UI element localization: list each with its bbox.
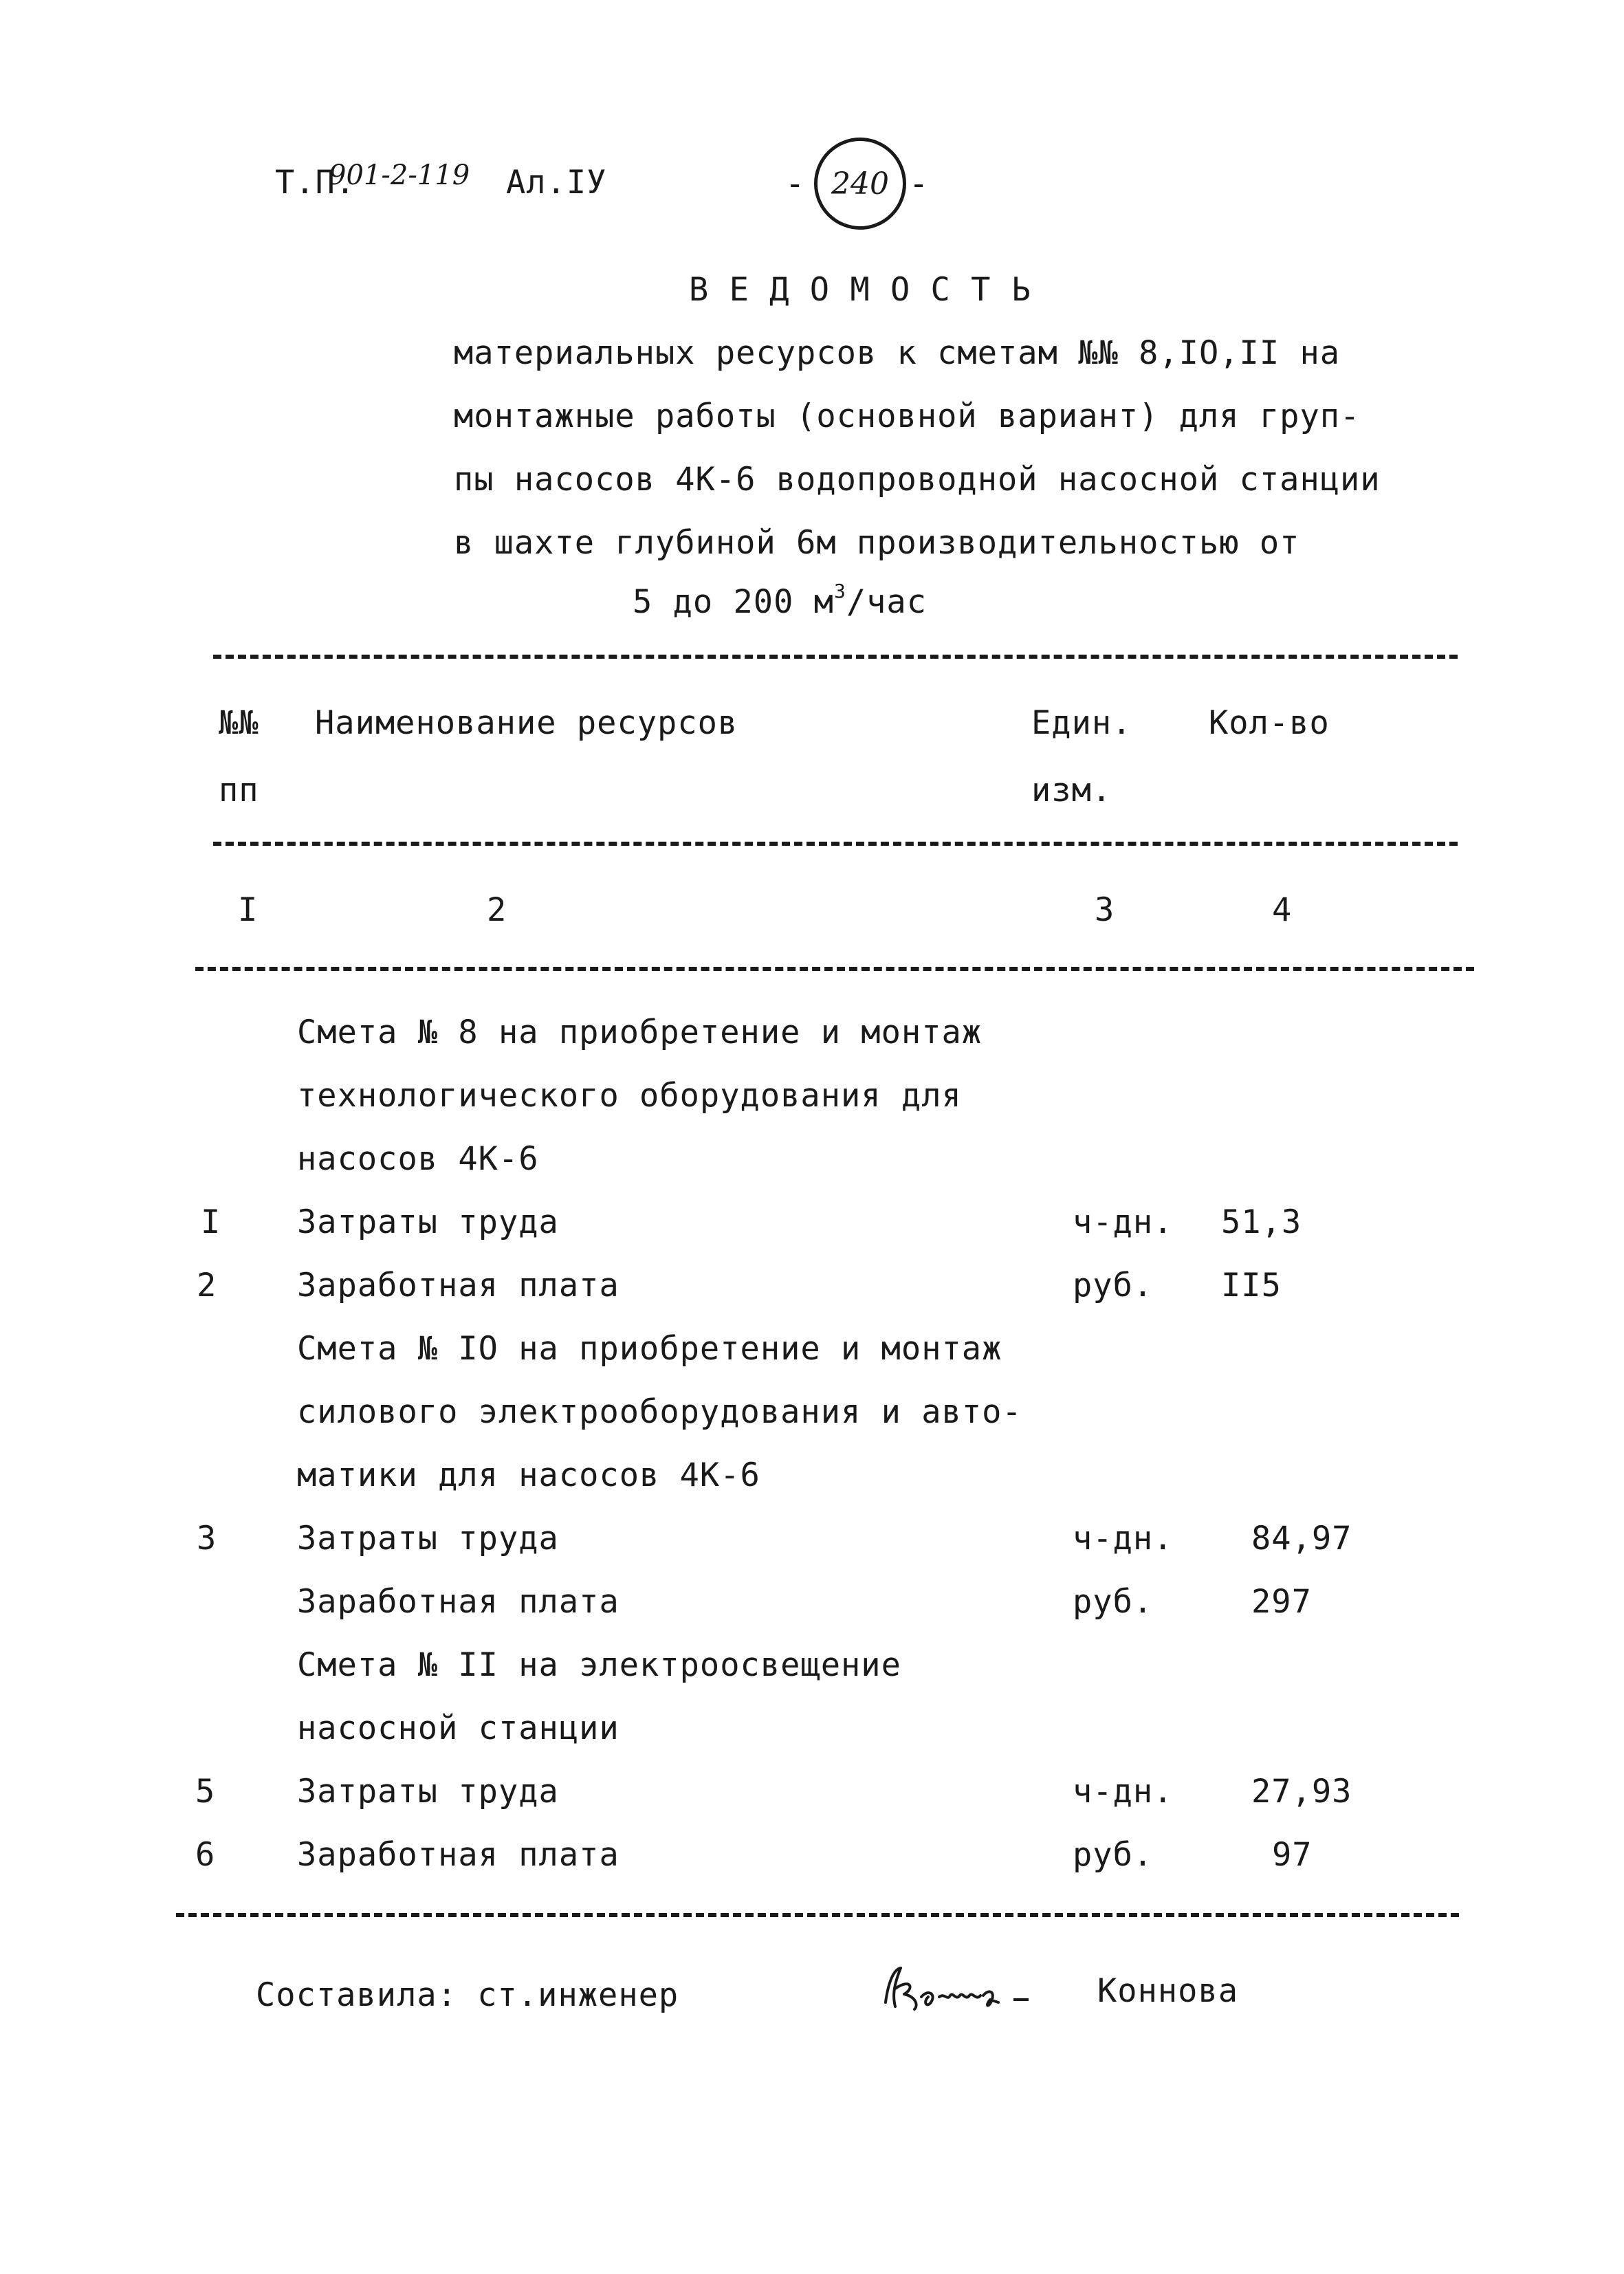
section-1-title-2: технологического оборудования для [297, 1077, 962, 1115]
page-number: 240 [814, 138, 906, 230]
row-3-num: 3 [197, 1520, 217, 1557]
title-line-5: 5 до 200 $м^3$/час [633, 580, 928, 621]
row-5-name: Затраты труда [297, 1773, 559, 1811]
signature-scribble [873, 1961, 1059, 2016]
row-5-unit: ч-дн. [1073, 1773, 1174, 1811]
col-number-1: I [238, 891, 259, 929]
row-3-unit: ч-дн. [1073, 1520, 1174, 1557]
title-line-1: материальных ресурсов к сметам №№ 8,IО,II на [454, 334, 1341, 372]
page-dash-right: - [909, 165, 930, 203]
col-number-4: 4 [1272, 891, 1293, 929]
header-num-2: пп [219, 772, 259, 809]
header-qty: Кол-во [1209, 704, 1330, 742]
header-unit-2: изм. [1031, 772, 1112, 809]
row-6-num: 6 [195, 1836, 216, 1874]
header-unit: Един. [1031, 704, 1132, 742]
row-4-qty: 297 [1251, 1583, 1312, 1621]
compiler-name: Коннова [1097, 1972, 1239, 2010]
header-rule [213, 842, 1458, 846]
row-1-num: I [201, 1203, 221, 1241]
row-4-unit: руб. [1073, 1583, 1154, 1621]
doc-code-prefix: Т.П. [275, 164, 356, 201]
section-2-title-2: силового электрооборудования и авто- [297, 1393, 1022, 1431]
section-2-title-1: Смета № IО на приобретение и монтаж [297, 1330, 1002, 1368]
header-name: Наименование ресурсов [315, 704, 738, 742]
row-2-unit: руб. [1073, 1267, 1154, 1304]
col-number-3: 3 [1095, 891, 1115, 929]
col-number-rule [195, 967, 1474, 971]
section-1-title-1: Смета № 8 на приобретение и монтаж [297, 1014, 983, 1051]
section-2-title-3: матики для насосов 4К-6 [297, 1456, 760, 1494]
row-5-qty: 27,93 [1251, 1773, 1352, 1811]
doc-code-suffix: Ал.IУ [506, 164, 607, 201]
row-2-num: 2 [197, 1267, 217, 1304]
section-1-title-3: насосов 4К-6 [297, 1140, 539, 1178]
compiled-by: Составила: ст.инженер [256, 1976, 679, 2014]
row-6-name: Заработная плата [297, 1836, 619, 1874]
row-6-unit: руб. [1073, 1836, 1154, 1874]
signature [873, 1961, 1059, 2019]
section-3-title-1: Смета № II на электроосвещение [297, 1646, 901, 1684]
title-line-4: в шахте глубиной 6м производительностью от [454, 524, 1300, 562]
table-bottom-rule [176, 1913, 1459, 1917]
page-dash-left: - [785, 165, 806, 203]
row-1-name: Затраты труда [297, 1203, 559, 1241]
header-num: №№ [219, 704, 259, 742]
row-2-qty: II5 [1221, 1267, 1282, 1304]
title-line-2: монтажные работы (основной вариант) для груп- [454, 397, 1361, 435]
row-3-name: Затраты труда [297, 1520, 559, 1557]
document-title: В Е Д О М О С Т Ь [689, 271, 1032, 309]
row-1-qty: 51,3 [1221, 1203, 1302, 1241]
row-3-qty: 84,97 [1251, 1520, 1352, 1557]
row-4-name: Заработная плата [297, 1583, 619, 1621]
doc-code-handwritten: 901-2-119 [329, 160, 470, 191]
section-3-title-2: насосной станции [297, 1709, 619, 1747]
col-number-2: 2 [487, 891, 507, 929]
row-1-unit: ч-дн. [1073, 1203, 1174, 1241]
row-5-num: 5 [195, 1773, 216, 1811]
table-top-rule [213, 655, 1458, 659]
row-6-qty: 97 [1272, 1836, 1313, 1874]
row-2-name: Заработная плата [297, 1267, 619, 1304]
title-line-3: пы насосов 4К-6 водопроводной насосной станции [454, 461, 1381, 499]
